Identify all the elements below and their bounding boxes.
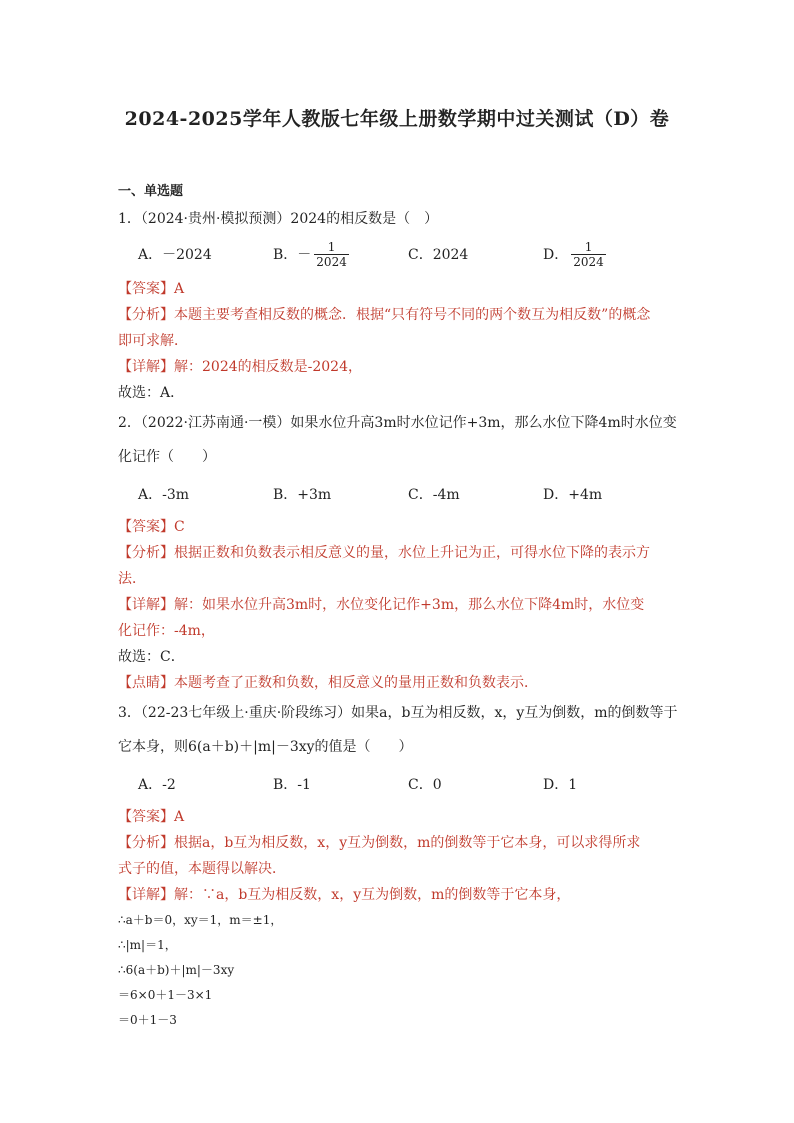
fraction-numerator: 1 bbox=[327, 239, 336, 254]
fraction-denominator: 2024 bbox=[573, 254, 604, 269]
detail-line bbox=[118, 592, 678, 618]
question-1-stem: 1．（2024·贵州·模拟预测）2024的相反数是（ ） bbox=[118, 211, 439, 227]
section-heading: 一、单选题 bbox=[118, 184, 184, 199]
fraction bbox=[314, 240, 349, 269]
question-1-choices bbox=[138, 232, 678, 276]
choose-line: 故选：A． bbox=[118, 385, 185, 401]
solution-step-3: ∴6(a＋b)＋|m|－3xy bbox=[118, 963, 235, 977]
analysis-text: 根据a，b互为相反数，x，y互为倒数，m的倒数等于它本身，可以求得所求 bbox=[174, 835, 641, 851]
detail-text-cont: 化记作：-4m， bbox=[118, 623, 215, 639]
fraction-numerator: 1 bbox=[584, 239, 593, 254]
analysis-line bbox=[118, 302, 678, 328]
note-text: 本题考查了正数和负数，相反意义的量用正数和负数表示． bbox=[174, 675, 538, 691]
choice-c: C．2024 bbox=[408, 247, 469, 263]
page-title: 2024-2025学年人教版七年级上册数学期中过关测试（D）卷 bbox=[124, 108, 670, 130]
question-3-stem: 3．（22-23七年级上·重庆·阶段练习）如果a，b互为相反数，x，y互为倒数，m的倒数等于 bbox=[118, 705, 678, 721]
choice-a: A．-3m bbox=[138, 487, 190, 503]
fraction-denominator: 2024 bbox=[316, 254, 347, 269]
analysis-text-cont: 即可求解． bbox=[118, 333, 188, 349]
question-2-stem: 2．（2022·江苏南通·一模）如果水位升高3m时水位记作+3m，那么水位下降4m时水位变 bbox=[118, 415, 677, 431]
choice-c: C．0 bbox=[408, 777, 442, 793]
answer-line bbox=[118, 804, 678, 830]
choice-a: A．-2 bbox=[138, 777, 176, 793]
question-2-stem-cont: 化记作（ ） bbox=[118, 449, 216, 465]
solution-step-5: ＝0＋1－3 bbox=[118, 1013, 177, 1027]
choice-d: D．+4m bbox=[543, 487, 603, 503]
choice-b: B．-1 bbox=[273, 777, 311, 793]
question-3-choices bbox=[138, 764, 678, 804]
answer-tag: 【答案】 bbox=[118, 281, 174, 297]
analysis-text-cont: 法． bbox=[118, 571, 146, 587]
choice-d bbox=[543, 240, 678, 269]
analysis-line bbox=[118, 540, 678, 566]
choose-line: 故选：C． bbox=[118, 649, 185, 665]
choice-b: B．+3m bbox=[273, 487, 332, 503]
detail-line bbox=[118, 882, 678, 908]
detail-text: 解：如果水位升高3m时，水位变化记作+3m，那么水位下降4m时，水位变 bbox=[174, 597, 645, 613]
fraction bbox=[571, 240, 606, 269]
answer-value: C bbox=[174, 519, 185, 535]
solution-step-4: ＝6×0＋1－3×1 bbox=[118, 988, 213, 1002]
detail-tag: 【详解】 bbox=[118, 359, 174, 375]
note-line bbox=[118, 670, 678, 696]
analysis-tag: 【分析】 bbox=[118, 835, 174, 851]
answer-value: A bbox=[174, 281, 185, 297]
choice-b bbox=[273, 240, 408, 269]
note-tag: 【点睛】 bbox=[118, 675, 174, 691]
detail-text: 解：∵a，b互为相反数，x，y互为倒数，m的倒数等于它本身， bbox=[174, 887, 571, 903]
analysis-tag: 【分析】 bbox=[118, 307, 174, 323]
solution-step-1: ∴a＋b＝0，xy＝1，m＝±1， bbox=[118, 913, 283, 927]
answer-tag: 【答案】 bbox=[118, 809, 174, 825]
answer-tag: 【答案】 bbox=[118, 519, 174, 535]
choice-d-prefix: D． bbox=[543, 247, 569, 263]
analysis-text: 本题主要考查相反数的概念．根据“只有符号不同的两个数互为相反数”的概念 bbox=[174, 307, 651, 323]
choice-a: A．－2024 bbox=[138, 247, 212, 263]
detail-tag: 【详解】 bbox=[118, 887, 174, 903]
choice-d: D．1 bbox=[543, 777, 578, 793]
question-2-choices bbox=[138, 474, 678, 514]
choice-c: C．-4m bbox=[408, 487, 460, 503]
answer-line bbox=[118, 514, 678, 540]
analysis-text: 根据正数和负数表示相反意义的量，水位上升记为正，可得水位下降的表示方 bbox=[174, 545, 650, 561]
choice-b-prefix: B．－ bbox=[273, 247, 312, 263]
detail-line bbox=[118, 354, 678, 380]
detail-tag: 【详解】 bbox=[118, 597, 174, 613]
exam-content bbox=[118, 180, 678, 1033]
analysis-line bbox=[118, 830, 678, 856]
analysis-tag: 【分析】 bbox=[118, 545, 174, 561]
answer-line bbox=[118, 276, 678, 302]
detail-text: 解：2024的相反数是-2024， bbox=[174, 359, 362, 375]
question-3-stem-cont: 它本身，则6(a＋b)＋|m|－3xy的值是（ ） bbox=[118, 739, 413, 755]
answer-value: A bbox=[174, 809, 185, 825]
analysis-text-cont: 式子的值，本题得以解决． bbox=[118, 861, 286, 877]
solution-step-2: ∴|m|＝1， bbox=[118, 938, 177, 952]
